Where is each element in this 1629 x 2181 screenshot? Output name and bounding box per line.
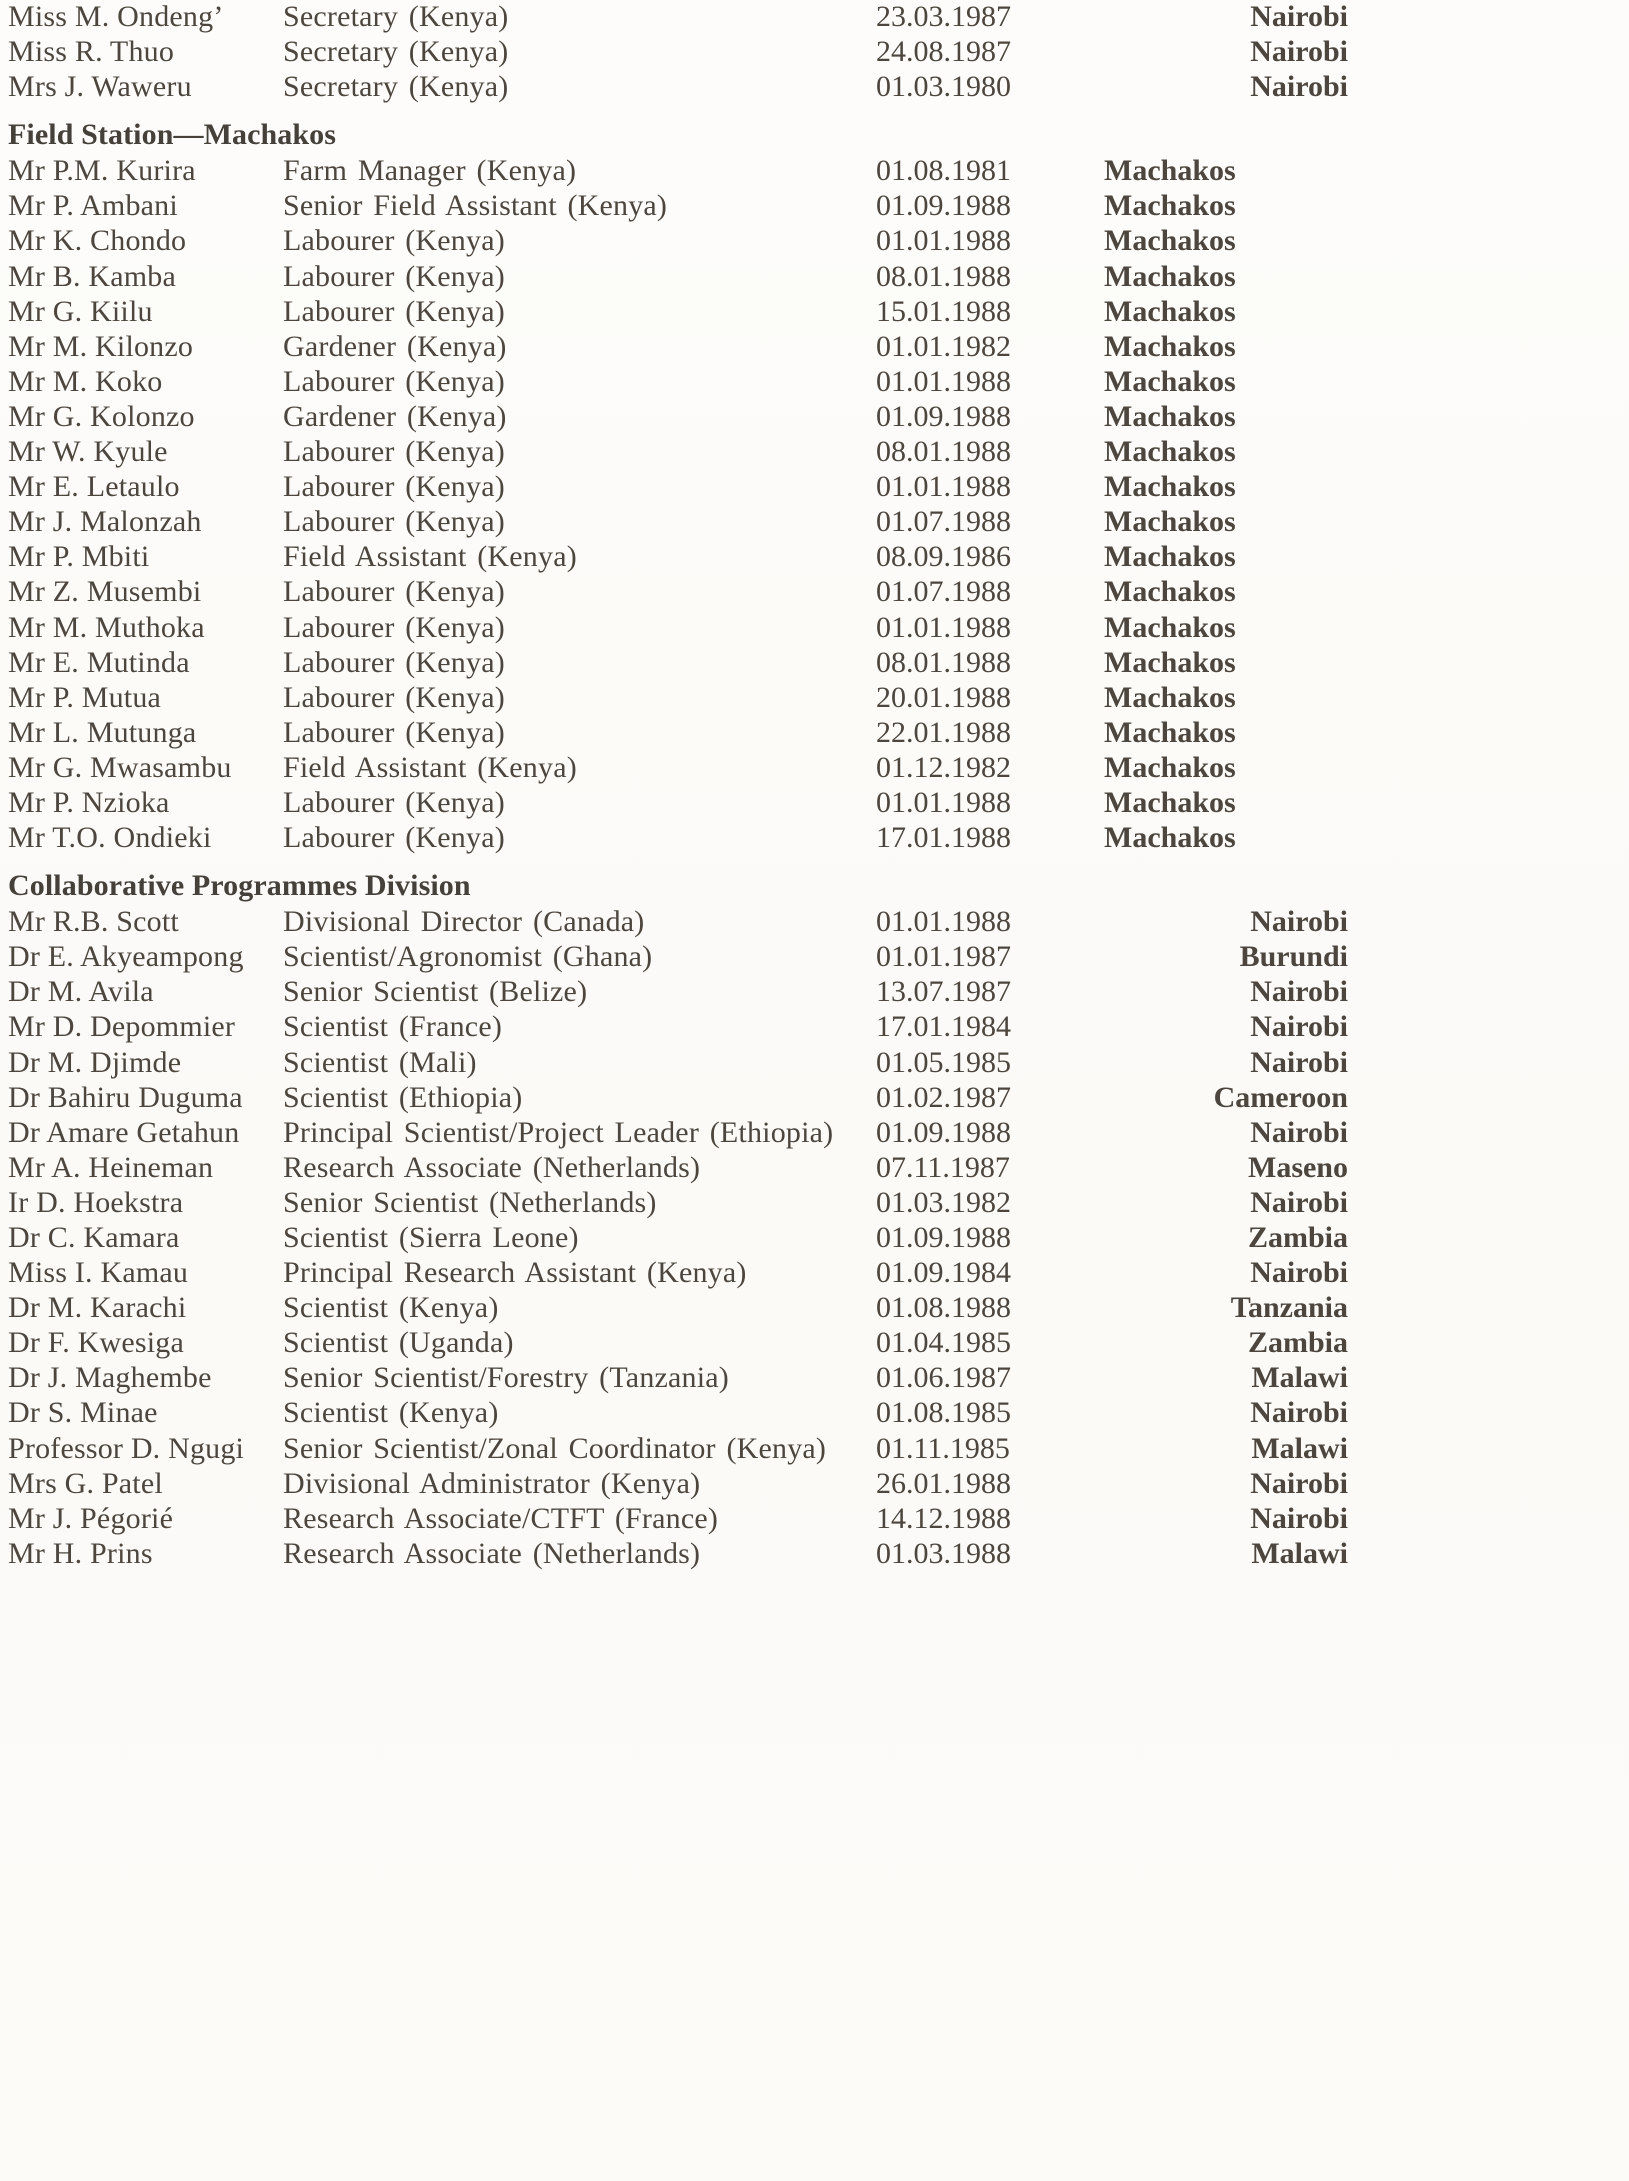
staff-title: Labourer (Kenya)	[283, 224, 505, 258]
staff-date: 24.08.1987	[876, 35, 1011, 69]
staff-title: Scientist (Ethiopia)	[283, 1080, 523, 1114]
table-row	[8, 1151, 1621, 1186]
staff-date: 14.12.1988	[876, 1501, 1011, 1535]
staff-date: 01.01.1988	[876, 905, 1011, 939]
staff-title: Senior Scientist/Zonal Coordinator (Kenya)	[283, 1431, 827, 1465]
staff-name: Mr P. Nzioka	[8, 785, 170, 819]
staff-date: 01.08.1981	[876, 154, 1011, 188]
staff-name: Mr P.M. Kurira	[8, 154, 196, 188]
staff-date: 01.07.1988	[876, 505, 1011, 539]
staff-date: 01.09.1984	[876, 1256, 1011, 1290]
staff-title: Labourer (Kenya)	[283, 294, 505, 328]
staff-date: 01.11.1985	[876, 1431, 1010, 1465]
table-row	[8, 1256, 1621, 1291]
staff-date: 01.01.1982	[876, 329, 1011, 363]
table-row	[8, 1010, 1621, 1045]
staff-duty-station: Machakos	[1104, 470, 1236, 504]
staff-name: Dr M. Djimde	[8, 1045, 182, 1079]
staff-date: 08.09.1986	[876, 540, 1011, 574]
staff-duty-station: Burundi	[1239, 940, 1348, 974]
table-row	[8, 295, 1621, 330]
staff-name: Mr K. Chondo	[8, 224, 187, 258]
staff-group-collab	[8, 856, 1621, 1572]
staff-title: Research Associate (Netherlands)	[283, 1150, 701, 1184]
staff-date: 01.04.1985	[876, 1326, 1011, 1360]
table-row	[8, 1326, 1621, 1361]
staff-duty-station: Machakos	[1104, 364, 1236, 398]
staff-name: Mr H. Prins	[8, 1536, 153, 1570]
table-row	[8, 505, 1621, 540]
staff-name: Miss I. Kamau	[8, 1256, 189, 1290]
staff-duty-station: Machakos	[1104, 329, 1236, 363]
staff-date: 17.01.1988	[876, 821, 1011, 855]
staff-duty-station: Machakos	[1104, 189, 1236, 223]
staff-date: 01.12.1982	[876, 750, 1011, 784]
staff-name: Mr P. Mbiti	[8, 540, 150, 574]
staff-date: 01.09.1988	[876, 189, 1011, 223]
staff-duty-station: Nairobi	[1250, 1185, 1348, 1219]
table-row	[8, 470, 1621, 505]
table-row	[8, 400, 1621, 435]
staff-date: 01.02.1987	[876, 1080, 1011, 1114]
staff-duty-station: Machakos	[1104, 645, 1236, 679]
staff-title: Labourer (Kenya)	[283, 575, 505, 609]
staff-name: Dr Amare Getahun	[8, 1115, 240, 1149]
section-heading: Field Station—Machakos	[8, 118, 337, 152]
table-row	[8, 1081, 1621, 1116]
staff-name: Mr E. Letaulo	[8, 470, 180, 504]
table-row	[8, 435, 1621, 470]
staff-duty-station: Tanzania	[1230, 1291, 1348, 1325]
staff-name: Mr J. Pégorié	[8, 1501, 174, 1535]
staff-date: 01.08.1988	[876, 1291, 1011, 1325]
staff-date: 13.07.1987	[876, 975, 1011, 1009]
staff-name: Mr P. Mutua	[8, 680, 162, 714]
table-row	[8, 154, 1621, 189]
staff-name: Mr E. Mutinda	[8, 645, 190, 679]
staff-title: Labourer (Kenya)	[283, 259, 505, 293]
staff-title: Senior Scientist (Belize)	[283, 975, 588, 1009]
staff-name: Miss R. Thuo	[8, 35, 175, 69]
staff-name: Dr Bahiru Duguma	[8, 1080, 243, 1114]
staff-date: 01.09.1988	[876, 399, 1011, 433]
staff-name: Mr T.O. Ondieki	[8, 821, 212, 855]
staff-date: 01.01.1988	[876, 224, 1011, 258]
staff-date: 22.01.1988	[876, 715, 1011, 749]
staff-duty-station: Machakos	[1104, 575, 1236, 609]
staff-name: Mr M. Muthoka	[8, 610, 205, 644]
staff-duty-station: Zambia	[1247, 1326, 1348, 1360]
table-row	[8, 35, 1621, 70]
table-row	[8, 1221, 1621, 1256]
table-row	[8, 1361, 1621, 1396]
table-row	[8, 540, 1621, 575]
table-row	[8, 330, 1621, 365]
table-row	[8, 1186, 1621, 1221]
staff-duty-station: Nairobi	[1250, 1256, 1348, 1290]
staff-name: Mr J. Malonzah	[8, 505, 202, 539]
staff-date: 07.11.1987	[876, 1150, 1010, 1184]
staff-name: Mr G. Kiilu	[8, 294, 153, 328]
staff-date: 01.01.1988	[876, 610, 1011, 644]
staff-title: Principal Research Assistant (Kenya)	[283, 1256, 747, 1290]
staff-duty-station: Malawi	[1251, 1431, 1348, 1465]
table-row	[8, 821, 1621, 856]
staff-title: Scientist (France)	[283, 1010, 503, 1044]
staff-title: Scientist (Sierra Leone)	[283, 1221, 579, 1254]
staff-date: 23.03.1987	[876, 0, 1011, 33]
table-row	[8, 0, 1621, 35]
staff-title: Labourer (Kenya)	[283, 680, 505, 714]
staff-name: Miss M. Ondeng’	[8, 0, 224, 33]
staff-name: Dr J. Maghembe	[8, 1361, 212, 1395]
table-row	[8, 1291, 1621, 1326]
staff-duty-station: Machakos	[1104, 750, 1236, 784]
staff-roster-table	[8, 0, 1621, 1572]
table-row	[8, 1537, 1621, 1572]
staff-title: Scientist (Uganda)	[283, 1326, 514, 1360]
section-heading: Collaborative Programmes Division	[8, 869, 471, 903]
staff-title: Labourer (Kenya)	[283, 785, 505, 819]
staff-title: Scientist/Agronomist (Ghana)	[283, 940, 653, 974]
table-row	[8, 575, 1621, 610]
staff-title: Labourer (Kenya)	[283, 435, 505, 469]
staff-duty-station: Machakos	[1104, 294, 1236, 328]
staff-title: Secretary (Kenya)	[283, 70, 509, 104]
staff-duty-station: Malawi	[1251, 1361, 1348, 1395]
staff-duty-station: Nairobi	[1250, 1115, 1348, 1149]
staff-name: Mr A. Heineman	[8, 1150, 214, 1184]
staff-duty-station: Machakos	[1104, 715, 1236, 749]
staff-duty-station: Machakos	[1104, 680, 1236, 714]
staff-date: 01.06.1987	[876, 1361, 1011, 1395]
staff-date: 08.01.1988	[876, 435, 1011, 469]
staff-title: Senior Scientist/Forestry (Tanzania)	[283, 1361, 729, 1395]
staff-date: 01.08.1985	[876, 1396, 1011, 1430]
staff-title: Gardener (Kenya)	[283, 399, 507, 433]
staff-name: Mr P. Ambani	[8, 189, 178, 223]
staff-duty-station: Nairobi	[1250, 975, 1348, 1009]
table-row	[8, 1396, 1621, 1431]
staff-name: Mr G. Kolonzo	[8, 399, 195, 433]
staff-duty-station: Nairobi	[1250, 70, 1348, 104]
table-row	[8, 70, 1621, 105]
table-row	[8, 1467, 1621, 1502]
staff-group-secretaries	[8, 0, 1621, 105]
staff-duty-station: Machakos	[1104, 505, 1236, 539]
table-row	[8, 260, 1621, 295]
staff-date: 01.03.1980	[876, 70, 1011, 104]
staff-title: Field Assistant (Kenya)	[283, 750, 577, 784]
staff-title: Senior Field Assistant (Kenya)	[283, 189, 668, 223]
staff-date: 01.05.1985	[876, 1045, 1011, 1079]
staff-duty-station: Zambia	[1247, 1221, 1348, 1254]
staff-name: Mr B. Kamba	[8, 259, 177, 293]
staff-title: Labourer (Kenya)	[283, 610, 505, 644]
staff-duty-station: Machakos	[1104, 224, 1236, 258]
staff-duty-station: Machakos	[1104, 435, 1236, 469]
staff-title: Farm Manager (Kenya)	[283, 154, 577, 188]
staff-title: Research Associate/CTFT (France)	[283, 1501, 719, 1535]
staff-duty-station: Malawi	[1251, 1536, 1348, 1570]
staff-name: Dr M. Avila	[8, 975, 154, 1009]
staff-date: 01.01.1987	[876, 940, 1011, 974]
table-row	[8, 786, 1621, 821]
staff-group-machakos	[8, 105, 1621, 856]
table-row	[8, 365, 1621, 400]
staff-name: Mr R.B. Scott	[8, 905, 179, 939]
staff-duty-station: Machakos	[1104, 610, 1236, 644]
staff-date: 01.03.1982	[876, 1185, 1011, 1219]
staff-duty-station: Machakos	[1104, 399, 1236, 433]
staff-title: Principal Scientist/Project Leader (Ethiopia)	[283, 1115, 834, 1149]
staff-name: Mr D. Depommier	[8, 1010, 236, 1044]
staff-title: Gardener (Kenya)	[283, 329, 507, 363]
table-row	[8, 751, 1621, 786]
staff-date: 01.09.1988	[876, 1115, 1011, 1149]
staff-name: Mr L. Mutunga	[8, 715, 197, 749]
staff-date: 17.01.1984	[876, 1010, 1011, 1044]
staff-name: Mrs G. Patel	[8, 1466, 163, 1500]
staff-duty-station: Nairobi	[1250, 905, 1348, 939]
staff-date: 01.01.1988	[876, 785, 1011, 819]
staff-date: 01.09.1988	[876, 1221, 1011, 1254]
staff-duty-station: Nairobi	[1250, 35, 1348, 69]
staff-duty-station: Cameroon	[1213, 1080, 1348, 1114]
staff-title: Labourer (Kenya)	[283, 715, 505, 749]
staff-name: Mr M. Koko	[8, 364, 163, 398]
staff-title: Divisional Administrator (Kenya)	[283, 1466, 701, 1500]
staff-name: Dr C. Kamara	[8, 1221, 180, 1254]
staff-title: Scientist (Kenya)	[283, 1291, 499, 1325]
staff-name: Mr Z. Musembi	[8, 575, 202, 609]
table-row	[8, 681, 1621, 716]
table-row	[8, 1046, 1621, 1081]
staff-name: Mrs J. Waweru	[8, 70, 192, 104]
staff-title: Scientist (Mali)	[283, 1045, 477, 1079]
staff-title: Labourer (Kenya)	[283, 821, 505, 855]
table-row	[8, 975, 1621, 1010]
staff-date: 01.07.1988	[876, 575, 1011, 609]
staff-name: Dr F. Kwesiga	[8, 1326, 185, 1360]
staff-duty-station: Machakos	[1104, 540, 1236, 574]
staff-duty-station: Nairobi	[1250, 1501, 1348, 1535]
staff-title: Secretary (Kenya)	[283, 0, 509, 33]
staff-title: Divisional Director (Canada)	[283, 905, 645, 939]
staff-duty-station: Nairobi	[1250, 1045, 1348, 1079]
staff-title: Secretary (Kenya)	[283, 35, 509, 69]
staff-title: Research Associate (Netherlands)	[283, 1536, 701, 1570]
staff-duty-station: Nairobi	[1250, 1466, 1348, 1500]
table-row	[8, 716, 1621, 751]
table-row	[8, 940, 1621, 975]
staff-date: 15.01.1988	[876, 294, 1011, 328]
staff-date: 26.01.1988	[876, 1466, 1011, 1500]
staff-date: 01.03.1988	[876, 1536, 1011, 1570]
staff-date: 01.01.1988	[876, 364, 1011, 398]
table-row	[8, 646, 1621, 681]
staff-title: Scientist (Kenya)	[283, 1396, 499, 1430]
staff-name: Dr S. Minae	[8, 1396, 158, 1430]
staff-name: Mr M. Kilonzo	[8, 329, 194, 363]
staff-duty-station: Machakos	[1104, 821, 1236, 855]
staff-name: Mr G. Mwasambu	[8, 750, 232, 784]
table-row	[8, 224, 1621, 259]
staff-name: Mr W. Kyule	[8, 435, 168, 469]
staff-title: Senior Scientist (Netherlands)	[283, 1185, 657, 1219]
staff-duty-station: Nairobi	[1250, 1010, 1348, 1044]
staff-duty-station: Machakos	[1104, 259, 1236, 293]
staff-title: Labourer (Kenya)	[283, 364, 505, 398]
table-row	[8, 905, 1621, 940]
staff-duty-station: Maseno	[1248, 1150, 1348, 1184]
table-row	[8, 1502, 1621, 1537]
staff-duty-station: Nairobi	[1250, 1396, 1348, 1430]
staff-name: Dr E. Akyeampong	[8, 940, 244, 974]
staff-title: Labourer (Kenya)	[283, 505, 505, 539]
staff-title: Labourer (Kenya)	[283, 470, 505, 504]
table-row	[8, 189, 1621, 224]
staff-date: 08.01.1988	[876, 259, 1011, 293]
staff-duty-station: Machakos	[1104, 785, 1236, 819]
staff-date: 08.01.1988	[876, 645, 1011, 679]
staff-date: 20.01.1988	[876, 680, 1011, 714]
table-row	[8, 611, 1621, 646]
staff-title: Labourer (Kenya)	[283, 645, 505, 679]
staff-name: Ir D. Hoekstra	[8, 1185, 184, 1219]
table-row	[8, 1432, 1621, 1467]
staff-name: Dr M. Karachi	[8, 1291, 187, 1325]
staff-duty-station: Nairobi	[1250, 0, 1348, 33]
staff-title: Field Assistant (Kenya)	[283, 540, 577, 574]
staff-date: 01.01.1988	[876, 470, 1011, 504]
staff-name: Professor D. Ngugi	[8, 1431, 245, 1465]
staff-duty-station: Machakos	[1104, 154, 1236, 188]
table-row	[8, 1116, 1621, 1151]
